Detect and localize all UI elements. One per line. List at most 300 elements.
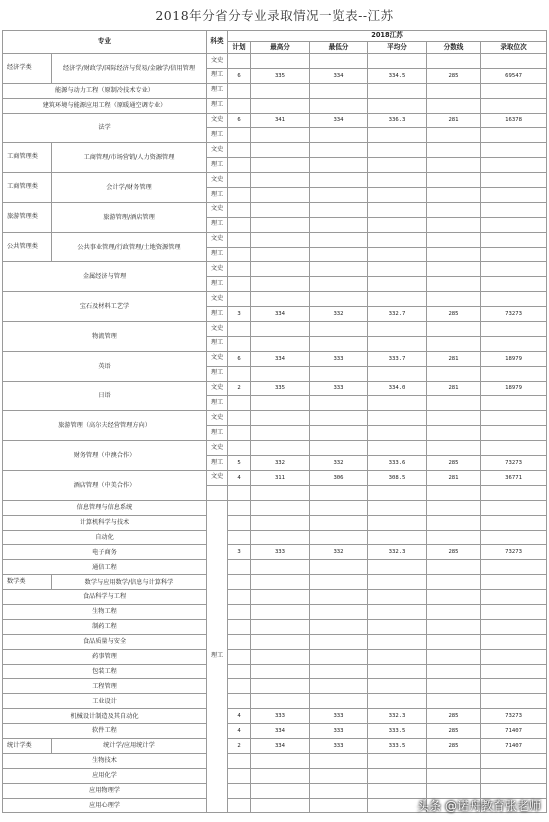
table-row xyxy=(3,292,547,307)
avg-score-cell: 332.3 xyxy=(368,545,427,560)
major-cell: 应用物理学 xyxy=(3,783,207,798)
plan-cell xyxy=(228,649,251,664)
type-cell: 理工 xyxy=(207,158,228,173)
page-title: 2018年分省分专业录取情况一览表--江苏 xyxy=(155,8,394,23)
avg-score-cell: 336.3 xyxy=(368,113,427,128)
min-score-cell xyxy=(310,426,368,441)
max-score-cell xyxy=(251,485,310,500)
max-score-cell xyxy=(251,798,310,813)
avg-score-cell xyxy=(368,753,427,768)
rank-cell xyxy=(481,54,547,69)
min-score-cell xyxy=(310,202,368,217)
table-row xyxy=(3,411,547,426)
type-cell: 文史 xyxy=(207,470,228,485)
major-cell: 数学与应用数学/信息与计算科学 xyxy=(52,575,207,590)
rank-cell xyxy=(481,783,547,798)
line-cell xyxy=(427,262,481,277)
min-score-cell xyxy=(310,500,368,515)
plan-cell xyxy=(228,768,251,783)
major-cell: 食品质量与安全 xyxy=(3,634,207,649)
max-score-cell xyxy=(251,217,310,232)
max-score-cell xyxy=(251,128,310,143)
major-cell: 食品科学与工程 xyxy=(3,590,207,605)
max-score-cell xyxy=(251,322,310,337)
max-score-cell xyxy=(251,679,310,694)
line-cell: 285 xyxy=(427,709,481,724)
header-avg: 平均分 xyxy=(368,42,427,54)
avg-score-cell xyxy=(368,619,427,634)
header-max: 最高分 xyxy=(251,42,310,54)
rank-cell xyxy=(481,530,547,545)
header-type: 科类 xyxy=(207,31,228,54)
plan-cell: 6 xyxy=(228,68,251,83)
min-score-cell xyxy=(310,396,368,411)
line-cell xyxy=(427,783,481,798)
table-row xyxy=(3,113,547,128)
max-score-cell: 334 xyxy=(251,724,310,739)
admission-table xyxy=(2,30,547,813)
plan-cell: 3 xyxy=(228,307,251,322)
table-row xyxy=(3,560,547,575)
rank-cell xyxy=(481,277,547,292)
type-cell: 文史 xyxy=(207,113,228,128)
min-score-cell xyxy=(310,783,368,798)
rank-cell xyxy=(481,188,547,203)
line-cell xyxy=(427,98,481,113)
watermark: 头条 @诺舟教育张老师 xyxy=(417,799,541,813)
table-row xyxy=(3,500,547,515)
max-score-cell xyxy=(251,783,310,798)
rank-cell: 71407 xyxy=(481,738,547,753)
line-cell xyxy=(427,530,481,545)
rank-cell xyxy=(481,262,547,277)
rank-cell xyxy=(481,619,547,634)
type-cell xyxy=(207,485,228,500)
avg-score-cell xyxy=(368,590,427,605)
table-row xyxy=(3,515,547,530)
header-min: 最低分 xyxy=(310,42,368,54)
avg-score-cell xyxy=(368,530,427,545)
max-score-cell xyxy=(251,753,310,768)
avg-score-cell xyxy=(368,515,427,530)
type-cell: 理工 xyxy=(207,336,228,351)
min-score-cell xyxy=(310,530,368,545)
min-score-cell xyxy=(310,619,368,634)
avg-score-cell xyxy=(368,560,427,575)
avg-score-cell xyxy=(368,143,427,158)
table-row xyxy=(3,604,547,619)
rank-cell xyxy=(481,634,547,649)
avg-score-cell xyxy=(368,173,427,188)
plan-cell xyxy=(228,232,251,247)
avg-score-cell: 332.3 xyxy=(368,709,427,724)
plan-cell xyxy=(228,366,251,381)
rank-cell xyxy=(481,500,547,515)
max-score-cell xyxy=(251,530,310,545)
avg-score-cell xyxy=(368,664,427,679)
rank-cell xyxy=(481,336,547,351)
plan-cell xyxy=(228,98,251,113)
major-cell: 公共事业管理/行政管理/土地资源管理 xyxy=(52,232,207,262)
max-score-cell xyxy=(251,515,310,530)
max-score-cell: 333 xyxy=(251,709,310,724)
table-row xyxy=(3,634,547,649)
major-cell: 机械设计制造及其自动化 xyxy=(3,709,207,724)
rank-cell xyxy=(481,753,547,768)
table-row xyxy=(3,530,547,545)
line-cell xyxy=(427,619,481,634)
min-score-cell xyxy=(310,441,368,456)
table-row xyxy=(3,545,547,560)
line-cell xyxy=(427,173,481,188)
min-score-cell xyxy=(310,411,368,426)
rank-cell xyxy=(481,366,547,381)
major-cell: 日语 xyxy=(3,381,207,411)
table-row xyxy=(3,98,547,113)
table-row xyxy=(3,590,547,605)
avg-score-cell xyxy=(368,336,427,351)
rank-cell xyxy=(481,83,547,98)
rank-cell xyxy=(481,515,547,530)
type-cell: 理工 xyxy=(207,98,228,113)
min-score-cell xyxy=(310,322,368,337)
max-score-cell xyxy=(251,411,310,426)
type-cell: 文史 xyxy=(207,143,228,158)
plan-cell xyxy=(228,619,251,634)
rank-cell xyxy=(481,232,547,247)
major-cell: 软件工程 xyxy=(3,724,207,739)
avg-score-cell: 334.5 xyxy=(368,68,427,83)
min-score-cell: 333 xyxy=(310,709,368,724)
min-score-cell xyxy=(310,262,368,277)
avg-score-cell: 333.5 xyxy=(368,738,427,753)
avg-score-cell xyxy=(368,649,427,664)
rank-cell xyxy=(481,217,547,232)
min-score-cell xyxy=(310,188,368,203)
plan-cell xyxy=(228,262,251,277)
max-score-cell xyxy=(251,83,310,98)
rank-cell xyxy=(481,158,547,173)
header-plan: 计划 xyxy=(228,42,251,54)
type-cell: 文史 xyxy=(207,441,228,456)
table-row xyxy=(3,783,547,798)
max-score-cell xyxy=(251,262,310,277)
min-score-cell xyxy=(310,664,368,679)
category-cell: 经济学类 xyxy=(3,54,52,84)
table-row xyxy=(3,232,547,247)
line-cell xyxy=(427,143,481,158)
line-cell: 285 xyxy=(427,307,481,322)
major-cell: 物流管理 xyxy=(3,322,207,352)
min-score-cell xyxy=(310,515,368,530)
max-score-cell: 332 xyxy=(251,456,310,471)
table-row xyxy=(3,351,547,366)
line-cell xyxy=(427,158,481,173)
line-cell: 285 xyxy=(427,738,481,753)
table-row xyxy=(3,381,547,396)
rank-cell: 16378 xyxy=(481,113,547,128)
max-score-cell xyxy=(251,158,310,173)
table-row xyxy=(3,202,547,217)
min-score-cell xyxy=(310,128,368,143)
line-cell: 281 xyxy=(427,381,481,396)
type-cell: 文史 xyxy=(207,232,228,247)
max-score-cell xyxy=(251,664,310,679)
rank-cell xyxy=(481,679,547,694)
type-cell: 理工 xyxy=(207,83,228,98)
category-cell: 统计学类 xyxy=(3,738,52,753)
table-row xyxy=(3,649,547,664)
avg-score-cell: 308.5 xyxy=(368,470,427,485)
min-score-cell xyxy=(310,634,368,649)
min-score-cell: 334 xyxy=(310,113,368,128)
type-cell: 文史 xyxy=(207,54,228,69)
min-score-cell xyxy=(310,366,368,381)
avg-score-cell xyxy=(368,322,427,337)
category-cell: 工商管理类 xyxy=(3,143,52,173)
min-score-cell: 333 xyxy=(310,351,368,366)
rank-cell xyxy=(481,173,547,188)
line-cell xyxy=(427,322,481,337)
plan-cell xyxy=(228,143,251,158)
rank-cell xyxy=(481,98,547,113)
category-cell: 旅游管理类 xyxy=(3,202,52,232)
table-row xyxy=(3,694,547,709)
major-cell: 法学 xyxy=(3,113,207,143)
line-cell: 281 xyxy=(427,113,481,128)
max-score-cell: 334 xyxy=(251,738,310,753)
line-cell xyxy=(427,277,481,292)
line-cell xyxy=(427,396,481,411)
plan-cell xyxy=(228,396,251,411)
category-cell: 数学类 xyxy=(3,575,52,590)
major-cell: 应用化学 xyxy=(3,768,207,783)
table-row xyxy=(3,322,547,337)
max-score-cell xyxy=(251,232,310,247)
table-row xyxy=(3,143,547,158)
min-score-cell xyxy=(310,83,368,98)
line-cell: 281 xyxy=(427,470,481,485)
max-score-cell xyxy=(251,694,310,709)
header-group: 2018江苏 xyxy=(228,31,547,42)
plan-cell xyxy=(228,83,251,98)
min-score-cell: 333 xyxy=(310,724,368,739)
rank-cell: 18979 xyxy=(481,381,547,396)
plan-cell xyxy=(228,277,251,292)
major-cell: 旅游管理（高尔夫经营管理方向） xyxy=(3,411,207,441)
table-row xyxy=(3,83,547,98)
type-cell: 文史 xyxy=(207,381,228,396)
type-cell: 理工 xyxy=(207,396,228,411)
min-score-cell xyxy=(310,98,368,113)
type-cell: 理工 xyxy=(207,307,228,322)
rank-cell: 73273 xyxy=(481,709,547,724)
plan-cell: 4 xyxy=(228,470,251,485)
min-score-cell: 332 xyxy=(310,307,368,322)
line-cell xyxy=(427,426,481,441)
plan-cell: 5 xyxy=(228,456,251,471)
avg-score-cell xyxy=(368,441,427,456)
min-score-cell xyxy=(310,753,368,768)
plan-cell xyxy=(228,426,251,441)
min-score-cell: 332 xyxy=(310,545,368,560)
major-cell: 工程管理 xyxy=(3,679,207,694)
avg-score-cell xyxy=(368,98,427,113)
plan-cell xyxy=(228,664,251,679)
line-cell xyxy=(427,292,481,307)
max-score-cell xyxy=(251,366,310,381)
major-cell: 经济学/财政学/国际经济与贸易/金融学/信用管理 xyxy=(52,54,207,84)
header-major: 专业 xyxy=(3,31,207,54)
major-cell: 酒店管理（中美合作） xyxy=(3,470,207,500)
min-score-cell xyxy=(310,292,368,307)
max-score-cell xyxy=(251,560,310,575)
table-row xyxy=(3,724,547,739)
avg-score-cell xyxy=(368,188,427,203)
line-cell xyxy=(427,217,481,232)
max-score-cell xyxy=(251,768,310,783)
max-score-cell xyxy=(251,98,310,113)
rank-cell: 36771 xyxy=(481,470,547,485)
plan-cell xyxy=(228,173,251,188)
line-cell xyxy=(427,590,481,605)
max-score-cell: 333 xyxy=(251,545,310,560)
avg-score-cell xyxy=(368,83,427,98)
plan-cell: 4 xyxy=(228,709,251,724)
plan-cell xyxy=(228,604,251,619)
line-cell xyxy=(427,634,481,649)
rank-cell xyxy=(481,694,547,709)
min-score-cell: 332 xyxy=(310,456,368,471)
rank-cell xyxy=(481,590,547,605)
rank-cell xyxy=(481,649,547,664)
category-cell: 工商管理类 xyxy=(3,173,52,203)
plan-cell xyxy=(228,202,251,217)
table-row xyxy=(3,709,547,724)
major-cell: 应用心理学 xyxy=(3,798,207,813)
major-cell: 包装工程 xyxy=(3,664,207,679)
type-cell: 理工 xyxy=(207,247,228,262)
category-cell: 公共管理类 xyxy=(3,232,52,262)
rank-cell xyxy=(481,664,547,679)
min-score-cell: 333 xyxy=(310,738,368,753)
avg-score-cell xyxy=(368,217,427,232)
line-cell xyxy=(427,753,481,768)
major-cell: 金属经济与管理 xyxy=(3,262,207,292)
max-score-cell xyxy=(251,426,310,441)
rank-cell xyxy=(481,560,547,575)
plan-cell: 4 xyxy=(228,724,251,739)
avg-score-cell xyxy=(368,396,427,411)
plan-cell xyxy=(228,590,251,605)
avg-score-cell: 333.6 xyxy=(368,456,427,471)
min-score-cell xyxy=(310,336,368,351)
max-score-cell xyxy=(251,500,310,515)
min-score-cell xyxy=(310,560,368,575)
plan-cell: 6 xyxy=(228,113,251,128)
min-score-cell xyxy=(310,247,368,262)
major-cell: 计算机科学与技术 xyxy=(3,515,207,530)
max-score-cell xyxy=(251,441,310,456)
plan-cell xyxy=(228,128,251,143)
max-score-cell: 334 xyxy=(251,307,310,322)
table-row xyxy=(3,753,547,768)
plan-cell: 2 xyxy=(228,381,251,396)
line-cell xyxy=(427,411,481,426)
avg-score-cell xyxy=(368,232,427,247)
avg-score-cell xyxy=(368,500,427,515)
major-cell: 生物技术 xyxy=(3,753,207,768)
line-cell xyxy=(427,128,481,143)
plan-cell xyxy=(228,441,251,456)
avg-score-cell xyxy=(368,411,427,426)
plan-cell xyxy=(228,530,251,545)
major-cell: 电子商务 xyxy=(3,545,207,560)
plan-cell xyxy=(228,217,251,232)
min-score-cell: 306 xyxy=(310,470,368,485)
plan-cell xyxy=(228,292,251,307)
avg-score-cell xyxy=(368,202,427,217)
min-score-cell xyxy=(310,217,368,232)
min-score-cell xyxy=(310,590,368,605)
line-cell: 285 xyxy=(427,68,481,83)
type-cell: 文史 xyxy=(207,322,228,337)
avg-score-cell xyxy=(368,292,427,307)
rank-cell xyxy=(481,292,547,307)
avg-score-cell xyxy=(368,366,427,381)
rank-cell: 18979 xyxy=(481,351,547,366)
table-row xyxy=(3,768,547,783)
max-score-cell xyxy=(251,202,310,217)
major-cell: 信息管理与信息系统 xyxy=(3,500,207,515)
avg-score-cell xyxy=(368,54,427,69)
table-row xyxy=(3,441,547,456)
rank-cell xyxy=(481,575,547,590)
line-cell xyxy=(427,500,481,515)
line-cell: 285 xyxy=(427,456,481,471)
line-cell xyxy=(427,247,481,262)
max-score-cell: 335 xyxy=(251,68,310,83)
line-cell xyxy=(427,649,481,664)
avg-score-cell xyxy=(368,679,427,694)
major-cell: 工商管理/市场营销/人力资源管理 xyxy=(52,143,207,173)
table-row xyxy=(3,619,547,634)
max-score-cell xyxy=(251,634,310,649)
line-cell xyxy=(427,560,481,575)
type-cell: 理工 xyxy=(207,456,228,471)
max-score-cell xyxy=(251,173,310,188)
avg-score-cell xyxy=(368,768,427,783)
max-score-cell xyxy=(251,143,310,158)
type-cell: 文史 xyxy=(207,262,228,277)
rank-cell: 71407 xyxy=(481,724,547,739)
rank-cell xyxy=(481,322,547,337)
major-cell: 生物工程 xyxy=(3,604,207,619)
avg-score-cell xyxy=(368,694,427,709)
rank-cell xyxy=(481,247,547,262)
type-cell: 理工 xyxy=(207,217,228,232)
avg-score-cell xyxy=(368,783,427,798)
type-cell: 理工 xyxy=(207,188,228,203)
line-cell xyxy=(427,694,481,709)
max-score-cell xyxy=(251,396,310,411)
avg-score-cell xyxy=(368,634,427,649)
max-score-cell xyxy=(251,188,310,203)
header-rank: 录取位次 xyxy=(481,42,547,54)
min-score-cell xyxy=(310,485,368,500)
major-cell: 财务管理（中澳合作） xyxy=(3,441,207,471)
type-cell: 理工 xyxy=(207,426,228,441)
